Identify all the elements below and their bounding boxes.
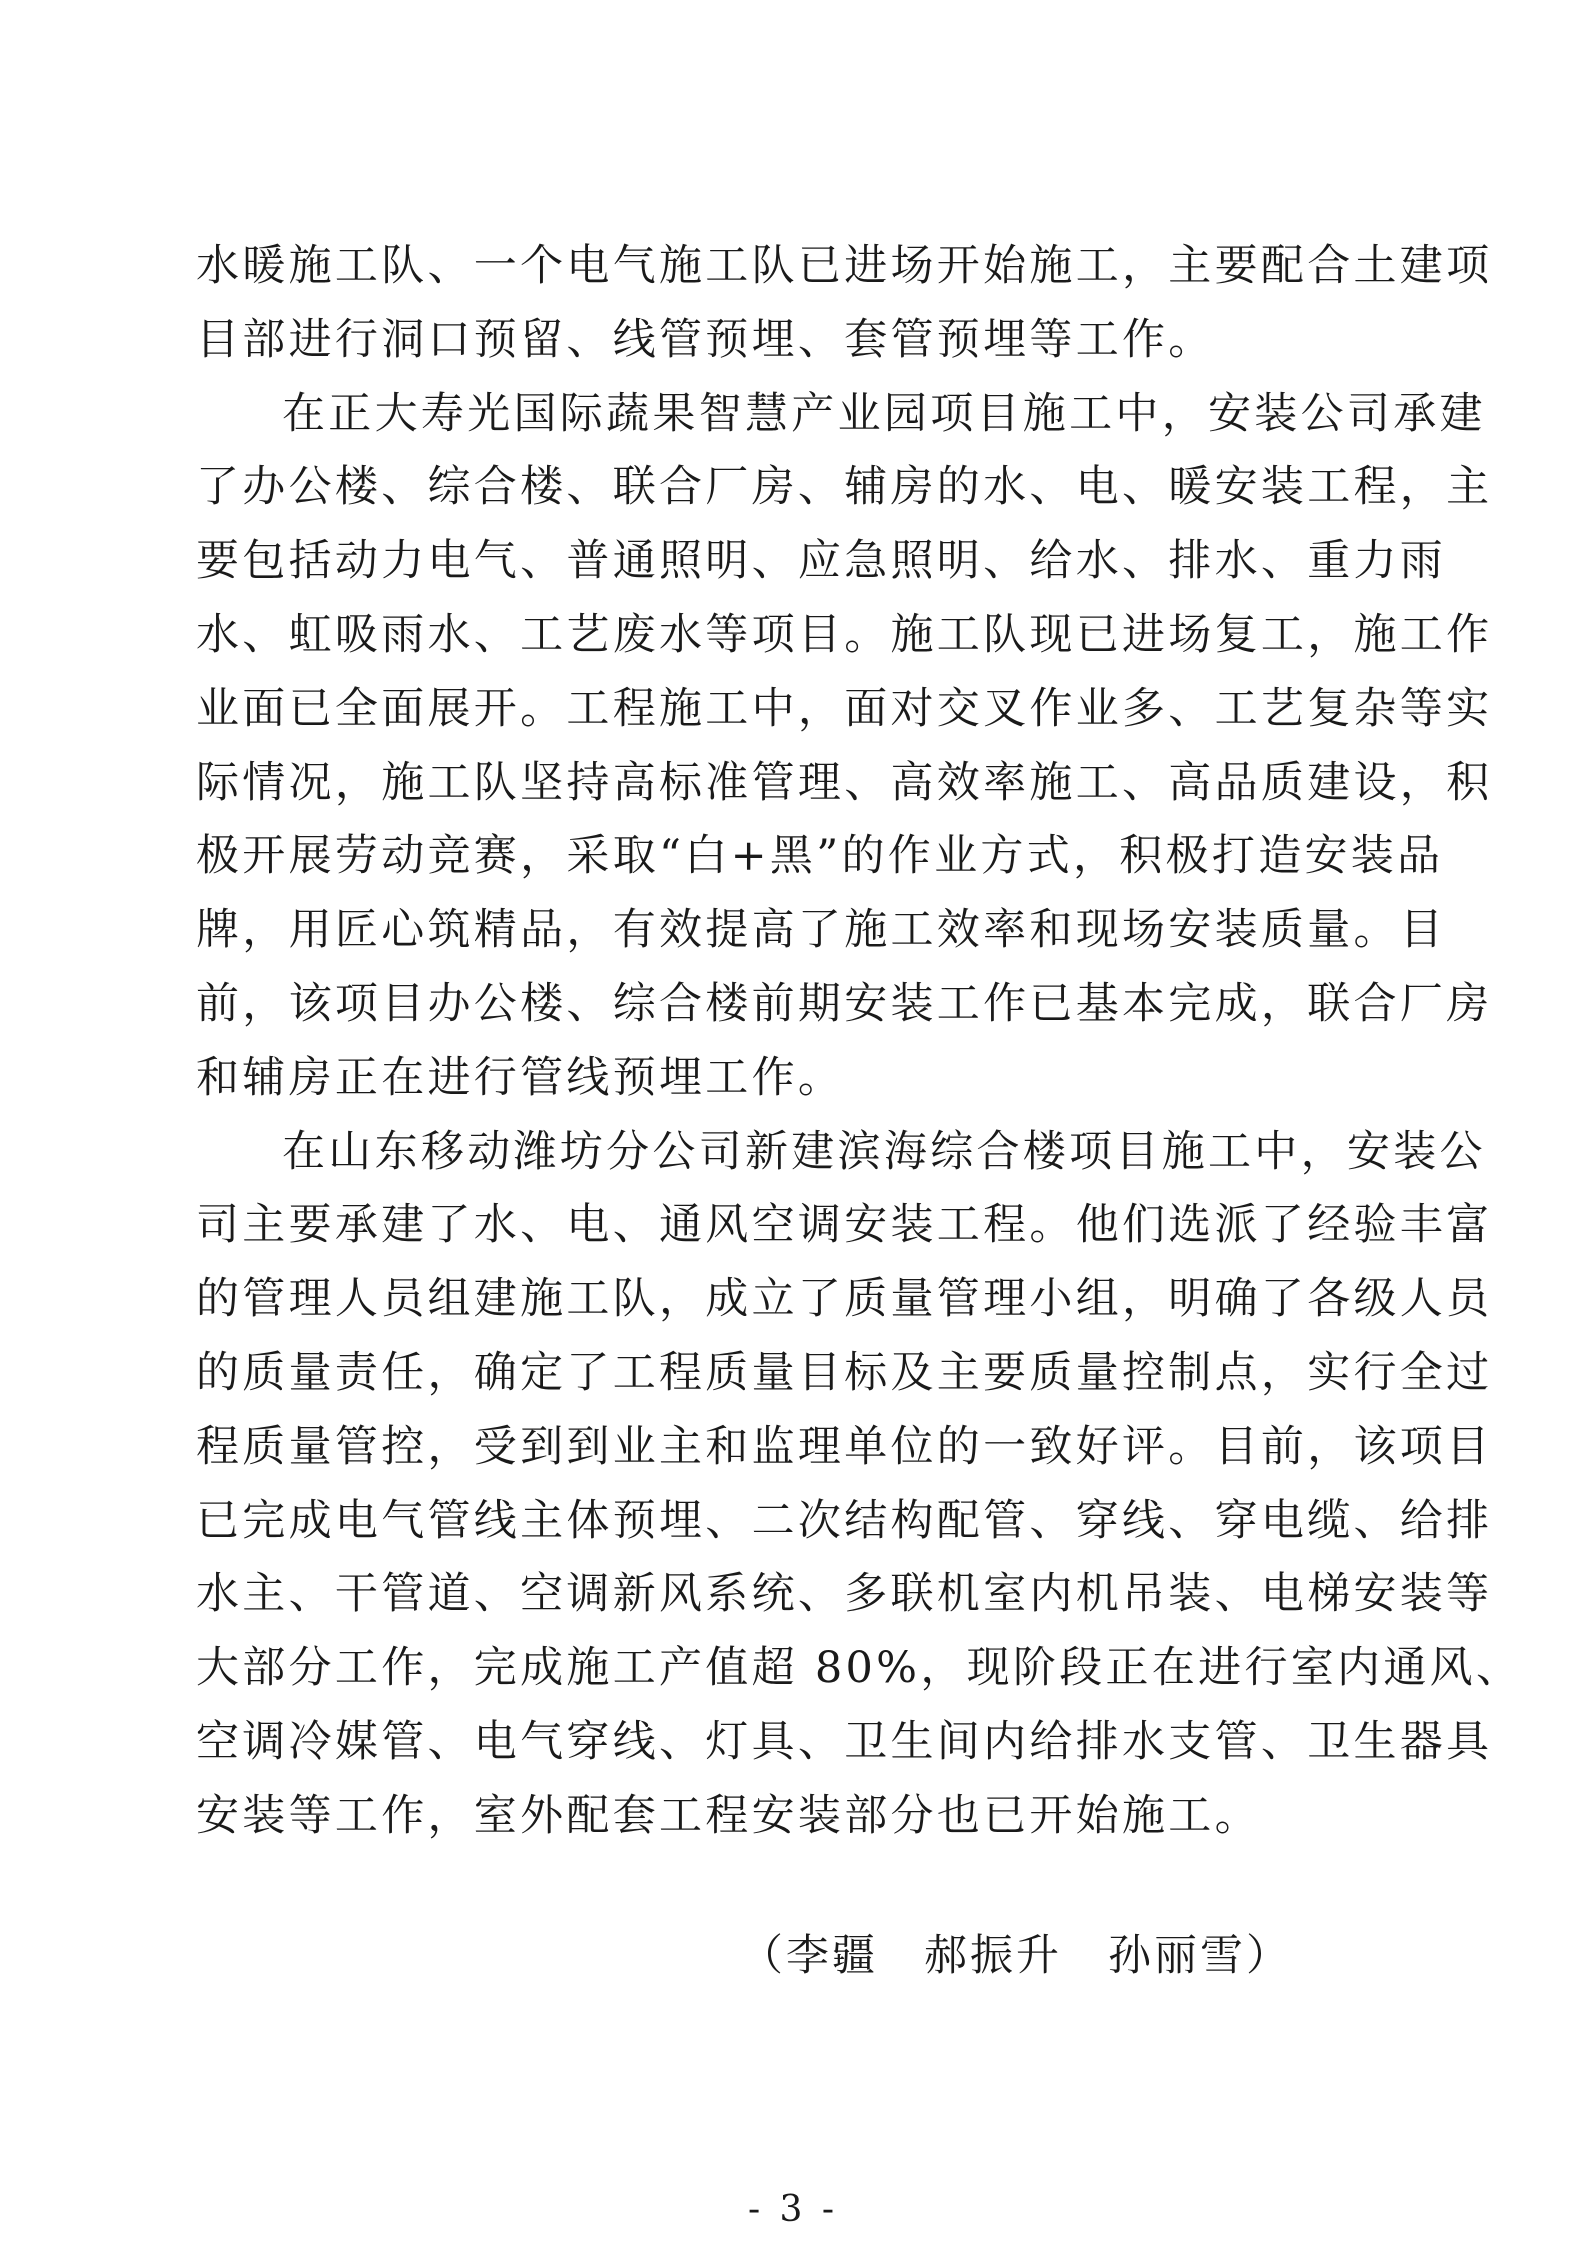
text-line: 程质量管控，受到到业主和监理单位的一致好评。目前，该项目 [196,1421,1493,1472]
text-line: 前，该项目办公楼、综合楼前期安装工作已基本完成，联合厂房 [196,978,1493,1029]
text-line: 极开展劳动竞赛，采取“白+黑”的作业方式，积极打造安装品 [196,831,1444,882]
text-line: 的质量责任，确定了工程质量目标及主要质量控制点，实行全过 [196,1347,1493,1398]
text-line: 已完成电气管线主体预埋、二次结构配管、穿线、穿电缆、给排 [196,1495,1493,1546]
text-line: 安装等工作，室外配套工程安装部分也已开始施工。 [196,1790,1261,1841]
text-line: 业面已全面展开。工程施工中，面对交叉作业多、工艺复杂等实 [196,683,1493,734]
text-line: 在正大寿光国际蔬果智慧产业园项目施工中，安装公司承建 [282,388,1486,439]
text-line: 水暖施工队、一个电气施工队已进场开始施工，主要配合土建项 [196,241,1493,291]
article-body [196,230,1523,1854]
author-byline: （李疆 郝振升 孙丽雪） [740,1931,1292,1981]
text-line: 的管理人员组建施工队，成立了质量管理小组，明确了各级人员 [196,1274,1493,1325]
text-line: 和辅房正在进行管线预埋工作。 [196,1052,845,1103]
text-line: 在山东移动潍坊分公司新建滨海综合楼项目施工中，安装公 [282,1126,1486,1177]
page-number: - 3 - [747,2189,839,2230]
text-line: 水主、干管道、空调新风系统、多联机室内机吊装、电梯安装等 [196,1569,1493,1620]
text-line: 要包括动力电气、普通照明、应急照明、给水、排水、重力雨 [196,536,1447,587]
text-line: 司主要承建了水、电、通风空调安装工程。他们选派了经验丰富 [196,1200,1493,1251]
text-line: 际情况，施工队坚持高标准管理、高效率施工、高品质建设，积 [196,757,1493,808]
text-line: 空调冷媒管、电气穿线、灯具、卫生间内给排水支管、卫生器具 [196,1716,1493,1767]
text-line: 目部进行洞口预留、线管预埋、套管预埋等工作。 [196,314,1215,365]
text-line: 了办公楼、综合楼、联合厂房、辅房的水、电、暖安装工程，主 [196,462,1493,513]
text-line: 水、虹吸雨水、工艺废水等项目。施工队现已进场复工，施工作 [196,609,1493,660]
text-line: 大部分工作，完成施工产值超 80%，现阶段正在进行室内通风、 [196,1643,1523,1694]
text-line: 牌，用匠心筑精品，有效提高了施工效率和现场安装质量。目 [196,905,1447,956]
